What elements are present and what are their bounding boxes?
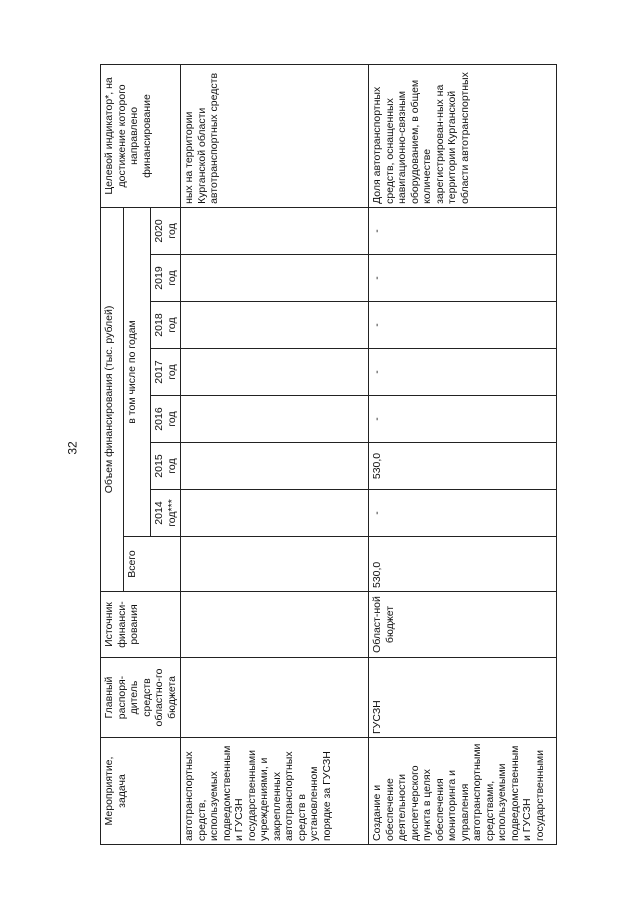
header-task: Мероприятие, задача [101,738,181,845]
cell-source: Област-ной бюджет [369,592,557,658]
header-year: 2016 год [151,396,181,443]
header-year: 2014 год*** [151,490,181,537]
header-source: Источник финанси-рования [101,592,181,658]
header-year: 2017 год [151,349,181,396]
header-year: 2015 год [151,443,181,490]
cell-indicator: Доля автотранспортных средств, оснащенных навигационно-связным оборудованием, в общем количестве зарегистрирован-ных на территории Курганской области автотранспортных [369,64,557,207]
cell-manager [181,658,369,738]
header-year: 2020 год [151,207,181,254]
cell-year [181,443,369,490]
header-funding: Объем финансирования (тыс. рублей) [101,207,124,591]
header-year: 2019 год [151,255,181,302]
cell-year: 530,0 [369,443,557,490]
cell-year [181,349,369,396]
cell-total [181,537,369,592]
header-manager: Главный распоря-дитель средств областно-го бюджета [101,658,181,738]
cell-task: Создание и обеспечение деятельности диспетчерского пункта в целях обеспечения мониторинга и управления автотранспортными средствами, используемыми подведомственными ГУСЗН государственными [369,738,557,845]
rotated-table-container [100,65,590,845]
funding-table [100,64,557,845]
table-row [369,64,557,844]
cell-year [181,207,369,254]
cell-year [181,302,369,349]
cell-year: - [369,349,557,396]
cell-manager: ГУСЗН [369,658,557,738]
cell-indicator: ных на территории Курганской области автотранспортных средств [181,64,369,207]
cell-year: - [369,255,557,302]
page-number: 32 [65,441,80,455]
cell-task: автотранспортных средств, используемых подведомственными ГУСЗН государственными учреждениями, и закрепленных автотранспортных средств в установленном порядке за ГУСЗН [181,738,369,845]
header-year: 2018 год [151,302,181,349]
table-row [181,64,369,844]
cell-total: 530,0 [369,537,557,592]
header-total: Всего [124,537,181,592]
cell-year [181,255,369,302]
header-by-years: в том числе по годам [124,207,151,536]
cell-year: - [369,302,557,349]
header-indicator: Целевой индикатор*, на достижение которого направлено финансирование [101,64,181,207]
cell-source [181,592,369,658]
cell-year: - [369,490,557,537]
cell-year [181,490,369,537]
cell-year [181,396,369,443]
cell-year: - [369,207,557,254]
cell-year: - [369,396,557,443]
